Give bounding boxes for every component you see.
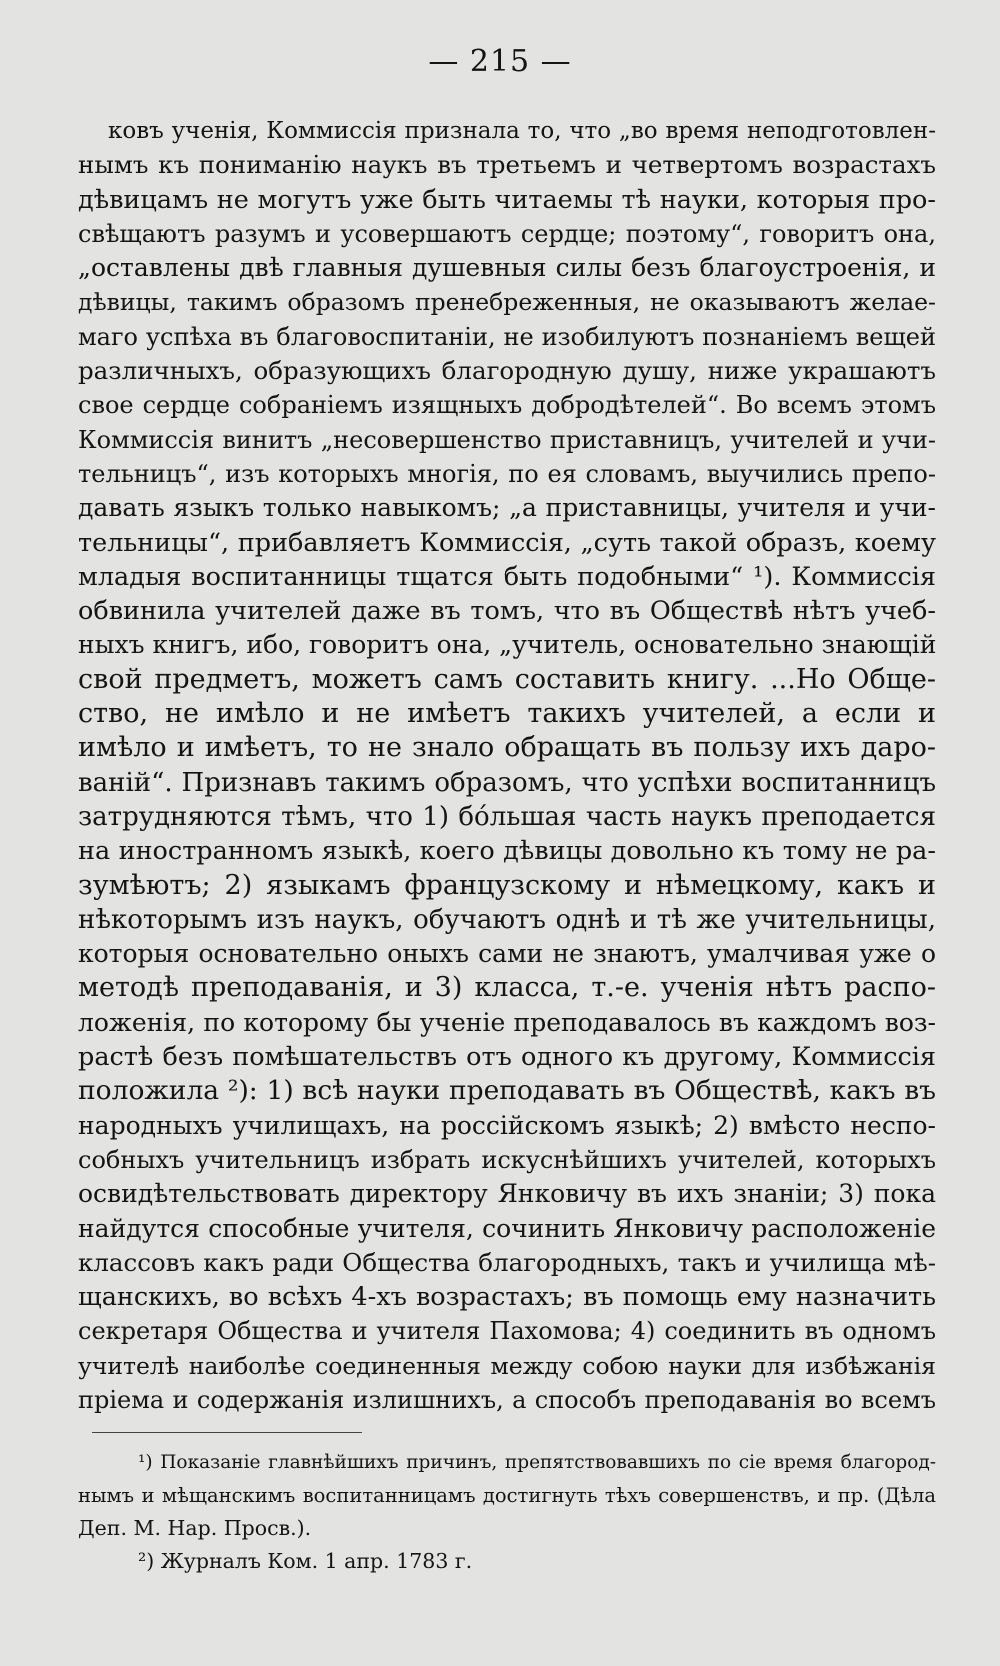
body-line: ство, не имѣло и не имѣетъ такихъ учителей, а если и [78,698,936,730]
body-line: найдутся способные учителя, сочинить Янковичу расположеніе [78,1213,936,1243]
body-line: свое сердце собраніемъ изящныхъ добродѣтелей“. Во всемъ этомъ [78,391,936,420]
body-line: свой предметъ, можетъ самъ составить книгу. ...Но Обще- [78,663,936,695]
body-line: обвинила учителей даже въ томъ, что въ Обществѣ нѣтъ учеб- [78,596,936,627]
body-line: ложенія, по которому бы ученіе преподавалось въ каждомъ воз- [78,1007,936,1037]
body-line: зумѣютъ; 2) языкамъ французскому и нѣмецкому, какъ и [78,869,936,901]
body-line: тельницъ“, изъ которыхъ многія, по ея словамъ, выучились препо- [78,459,936,488]
body-line: нѣкоторымъ изъ наукъ, обучаютъ однѣ и тѣ же учительницы, [78,904,936,935]
footnote-line: Деп. М. Нар. Просв.). [78,1516,312,1540]
body-line: щанскихъ, во всѣхъ 4-хъ возрастахъ; въ помощь ему назначить [78,1282,936,1313]
body-line: дѣвицы, такимъ образомъ пренебреженныя, не оказываютъ желае- [78,288,936,317]
body-line: ваній“. Признавъ такимъ образомъ, что успѣхи воспитанницъ [78,767,936,798]
footnote-line: ²) Журналъ Ком. 1 апр. 1783 г. [138,1549,473,1573]
body-line: Коммиссія винитъ „несовершенство приставницъ, учителей и учи- [78,425,936,454]
body-line: тельницы“, прибавляетъ Коммиссія, „суть такой образъ, коему [78,527,936,558]
body-line: которыя основательно оныхъ сами не знаютъ, умалчивая уже о [78,939,936,969]
body-line: секретаря Общества и учителя Пахомова; 4) соединить въ одномъ [78,1317,936,1346]
body-line: народныхъ училищахъ, на россійскомъ языкѣ; 2) вмѣсто неспо- [78,1110,936,1140]
page-number: — 215 — [428,44,572,79]
body-line: нымъ къ пониманію наукъ въ третьемъ и четвертомъ возрастахъ [78,150,936,180]
body-line: „оставлены двѣ главныя душевныя силы безъ благоустроенія, и [78,253,936,283]
body-line: маго успѣха въ благовоспитаніи, не изобилуютъ познаніемъ вещей [78,322,936,351]
footnote-divider [92,1432,362,1433]
body-line: затрудняются тѣмъ, что 1) бóльшая часть наукъ преподается [78,801,936,832]
body-text [78,114,936,1417]
body-line: имѣло и имѣетъ, то не знало обращать въ пользу ихъ даро- [78,732,936,764]
body-line: свѣщаютъ разумъ и усовершаютъ сердце; поэтому“, говоритъ она, [78,219,936,248]
body-line: пріема и содержанія излишнихъ, а способъ преподаванія во всемъ [78,1385,936,1414]
body-line: различныхъ, образующихъ благородную душу, ниже украшаютъ [78,356,936,386]
body-line: положила ²): 1) всѣ науки преподавать въ Обществѣ, какъ въ [78,1075,936,1107]
body-line: классовъ какъ ради Общества благородныхъ, такъ и училища мѣ- [78,1247,936,1277]
body-line: давать языкъ только навыкомъ; „а приставницы, учителя и учи- [78,493,936,523]
body-line: учителѣ наиболѣе соединенныя между собою науки для избѣжанія [78,1351,936,1380]
body-line: дѣвицамъ не могутъ уже быть читаемы тѣ науки, которыя про- [78,184,936,215]
body-line: методѣ преподаванія, и 3) класса, т.-е. ученія нѣтъ распо- [78,972,936,1004]
body-line: собныхъ учительницъ избрать искуснѣйшихъ учителей, которыхъ [78,1145,936,1174]
body-line: на иностранномъ языкѣ, коего дѣвицы довольно къ тому не ра- [78,836,936,867]
footnote-line: ¹) Показаніе главнѣйшихъ причинъ, препятствовавшихъ по сіе время благород- [138,1452,936,1473]
body-line: освидѣтельствовать директору Янковичу въ ихъ знаніи; 3) пока [78,1179,936,1209]
body-line: ныхъ книгъ, ибо, говоритъ она, „учитель, основательно знающій [78,630,937,660]
body-line: младыя воспитанницы тщатся быть подобными“ ¹). Коммиссія [78,561,936,592]
footnotes [78,1446,936,1578]
body-line: ковъ ученія, Коммиссія признала то, что „во время неподготовлен- [108,118,936,144]
body-line: растѣ безъ помѣшательствъ отъ одного къ другому, Коммиссія [78,1042,936,1073]
footnote-line: нымъ и мѣщанскимъ воспитанницамъ достигнуть тѣхъ совершенствъ, и пр. (Дѣла [78,1484,936,1507]
